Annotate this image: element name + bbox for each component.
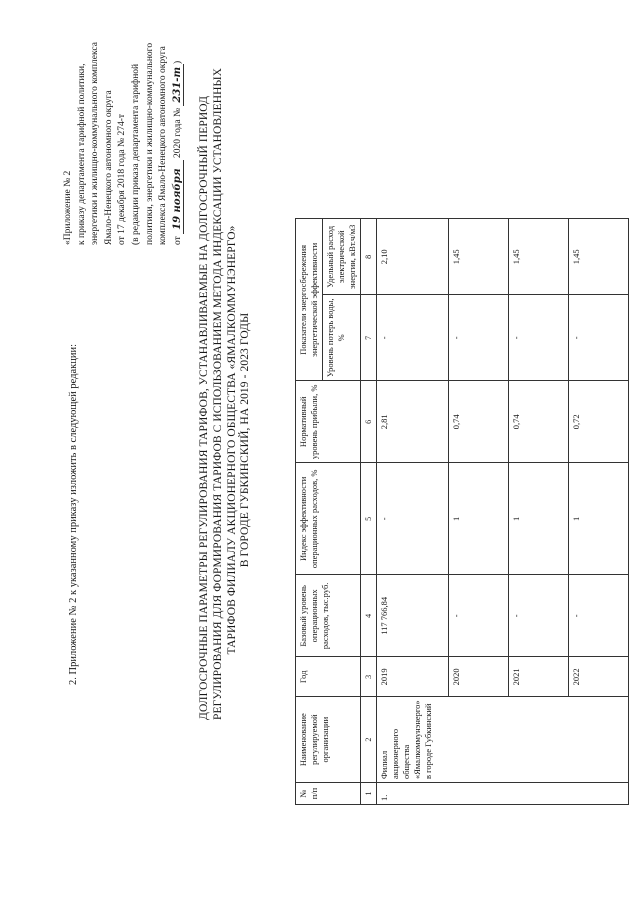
- annex-line: к приказу департамента тарифной политики,: [76, 63, 87, 245]
- title-line: В ГОРОДЕ ГУБКИНСКИЙ, НА 2019 - 2023 ГОДЫ: [239, 312, 252, 568]
- date-year: 2020 года №: [172, 107, 183, 158]
- header-index: Индекс эффективности операционных расходов, %: [296, 463, 361, 575]
- handwritten-order-number: 231-т: [172, 64, 184, 106]
- cell-electricity: 2,10: [377, 219, 449, 295]
- item-number: 2.: [68, 677, 79, 685]
- annex-line: комплекса Ямало-Ненецкого автономного округа: [158, 46, 169, 245]
- title-line: ТАРИФОВ ФИЛИАЛУ АКЦИОНЕРНОГО ОБЩЕСТВА «ЯМАЛКОММУНЭНЕРГО»: [225, 225, 238, 655]
- cell-base-level: -: [449, 575, 509, 657]
- cell-electricity: 1,45: [449, 219, 509, 295]
- cell-year: 2021: [509, 657, 569, 697]
- header-electricity: Удельный расход электрической энергии, кВт.ч/м3: [323, 219, 361, 295]
- cell-water-loss: -: [449, 295, 509, 381]
- cell-profit: 0,72: [569, 381, 629, 463]
- header-org: Наименование регулируемой организации: [296, 697, 361, 783]
- col-number: 3: [361, 657, 377, 697]
- title-line: ДОЛГОСРОЧНЫЕ ПАРАМЕТРЫ РЕГУЛИРОВАНИЯ ТАРИФОВ, УСТАНАВЛИВАЕМЫЕ НА ДОЛГОСРОЧНЫЙ ПЕРИОД: [198, 95, 210, 720]
- row-number: 1.: [377, 783, 629, 805]
- date-prefix: от: [172, 236, 183, 245]
- col-number: 8: [361, 219, 377, 295]
- cell-water-loss: -: [569, 295, 629, 381]
- cell-year: 2019: [377, 657, 449, 697]
- cell-year: 2020: [449, 657, 509, 697]
- col-number: 6: [361, 381, 377, 463]
- col-number: 1: [361, 783, 377, 805]
- header-energy-group: Показатели энергосбережения энергетической эффективности: [296, 219, 323, 381]
- cell-profit: 0,74: [509, 381, 569, 463]
- header-base-level: Базовый уровень операционных расходов, тыс.руб.: [296, 575, 361, 657]
- organization-name: Филиал акционерного общества «Ямалкоммунэнерго» в городе Губкинский: [377, 697, 629, 783]
- cell-year: 2022: [569, 657, 629, 697]
- closing-paren: ): [172, 60, 183, 64]
- handwritten-date: 19 ноября: [172, 160, 184, 234]
- cell-electricity: 1,45: [569, 219, 629, 295]
- header-profit: Нормативный уровень прибыли, %: [296, 381, 361, 463]
- cell-water-loss: -: [377, 295, 449, 381]
- header-row: [296, 219, 323, 805]
- col-number: 5: [361, 463, 377, 575]
- annex-line: от 17 декабря 2018 года № 274-т: [117, 113, 128, 245]
- col-number: 2: [361, 697, 377, 783]
- header-water-loss: Уровень потерь воды, %: [323, 295, 361, 381]
- cell-profit: 0,74: [449, 381, 509, 463]
- cell-electricity: 1,45: [509, 219, 569, 295]
- cell-base-level: -: [509, 575, 569, 657]
- column-number-row: [361, 219, 377, 805]
- table-row: [377, 219, 449, 805]
- annex-line: энергетики и жилищно-коммунального комплекса: [90, 42, 101, 245]
- annex-header: [62, 0, 185, 245]
- cell-index: -: [377, 463, 449, 575]
- annex-line: «Приложение № 2: [63, 170, 73, 245]
- annex-line: Ямало-Ненецкого автономного округа: [103, 90, 114, 245]
- amendment-intro: [68, 344, 79, 685]
- annex-line: политики, энергетики и жилищно-коммунального: [144, 42, 155, 245]
- document-title: [198, 67, 253, 720]
- col-number: 7: [361, 295, 377, 381]
- cell-index: 1: [569, 463, 629, 575]
- title-line: РЕГУЛИРОВАНИЯ ДЛЯ ФОРМИРОВАНИЯ ТАРИФОВ С ИСПОЛЬЗОВАНИЕМ МЕТОДА ИНДЕКСАЦИИ УСТАНОВЛЕННЫХ: [211, 67, 224, 720]
- parameters-table: [295, 218, 629, 805]
- header-year: Год: [296, 657, 361, 697]
- cell-index: 1: [509, 463, 569, 575]
- col-number: 4: [361, 575, 377, 657]
- cell-profit: 2,81: [377, 381, 449, 463]
- cell-base-level: 117 766,84: [377, 575, 449, 657]
- annex-line: (в редакции приказа департамента тарифной: [130, 63, 141, 245]
- cell-base-level: -: [569, 575, 629, 657]
- cell-index: 1: [449, 463, 509, 575]
- intro-text: Приложение № 2 к указанному приказу изложить в следующей редакции:: [68, 343, 79, 675]
- annex-date-line: [171, 0, 186, 245]
- cell-water-loss: -: [509, 295, 569, 381]
- header-num: № п/п: [296, 783, 361, 805]
